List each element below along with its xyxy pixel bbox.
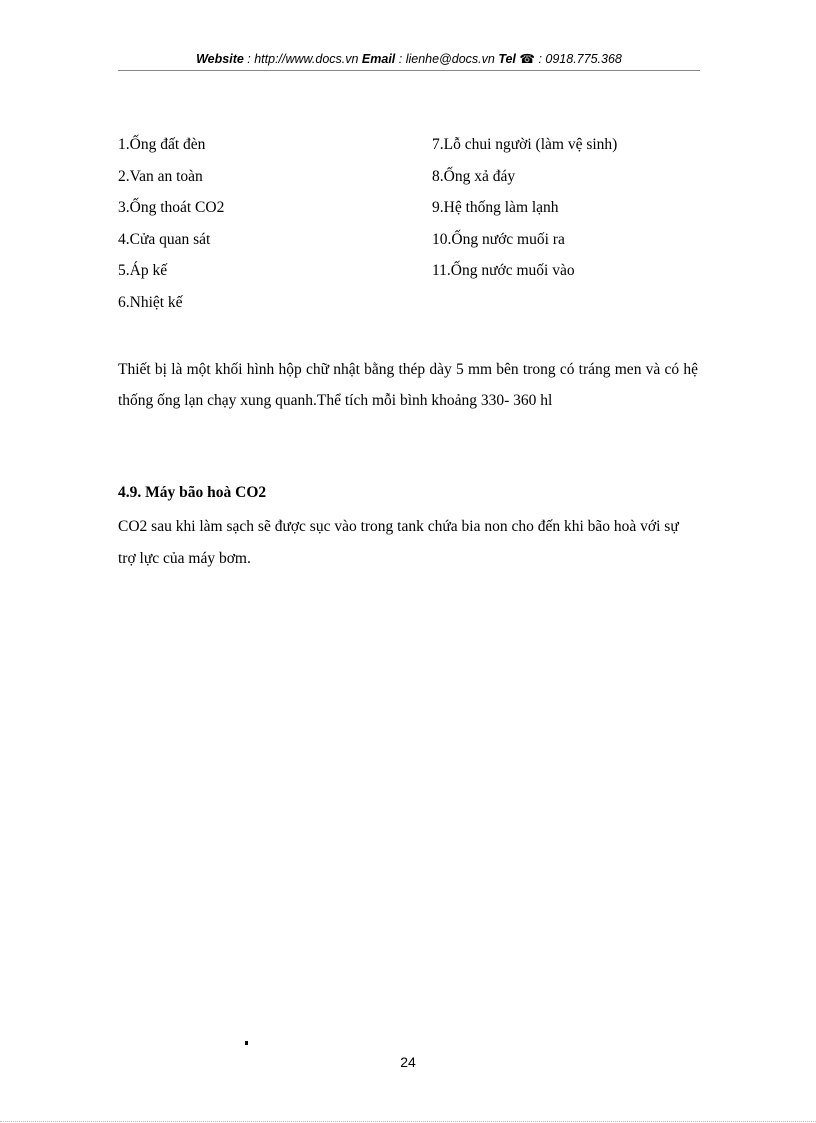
legend-column-left <box>118 132 224 322</box>
email-label: Email <box>361 52 396 66</box>
page-number: 24 <box>400 1054 416 1070</box>
legend-item: 2.Van an toàn <box>118 167 203 185</box>
legend-item: 6.Nhiệt kế <box>118 293 183 311</box>
legend-item: 9.Hệ thống làm lạnh <box>432 199 559 217</box>
header-divider <box>118 70 700 71</box>
legend-item: 4.Cửa quan sát <box>118 230 211 248</box>
email-value: : lienhe@docs.vn <box>395 52 499 66</box>
page-bottom-border <box>0 1121 816 1122</box>
website-value: : http://www.docs.vn <box>243 52 362 66</box>
legend-item: 3.Ống thoát CO2 <box>118 199 225 217</box>
description-paragraph: Thiết bị là một khối hình hộp chữ nhật bằng thép dày 5 mm bên trong có tráng men và có hệ thống ống lạn chạy xung quanh.Thể tích mỗi bình khoảng 330- 360 hl <box>118 361 698 409</box>
legend-item: 8.Ống xả đáy <box>432 167 516 185</box>
legend-item: 11.Ống nước muối vào <box>432 262 575 280</box>
legend-item: 7.Lỗ chui người (làm vệ sinh) <box>432 136 618 153</box>
phone-icon: ☎ <box>519 52 535 66</box>
page-header <box>118 50 700 70</box>
tel-label: Tel <box>498 52 516 66</box>
section-heading: 4.9. Máy bão hoà CO2 <box>118 484 267 501</box>
stray-mark <box>245 1041 248 1045</box>
legend-item: 1.Ống đất đèn <box>118 136 206 153</box>
legend-item: 5.Áp kế <box>118 262 168 280</box>
legend-column-right <box>432 132 617 290</box>
tel-value: : 0918.775.368 <box>534 52 622 66</box>
legend-item: 10.Ống nước muối ra <box>432 230 565 248</box>
section-body: CO2 sau khi làm sạch sẽ được sục vào trong tank chứa bia non cho đến khi bão hoà với sự trợ lực của máy bơm. <box>118 518 679 567</box>
website-label: Website <box>196 52 244 66</box>
